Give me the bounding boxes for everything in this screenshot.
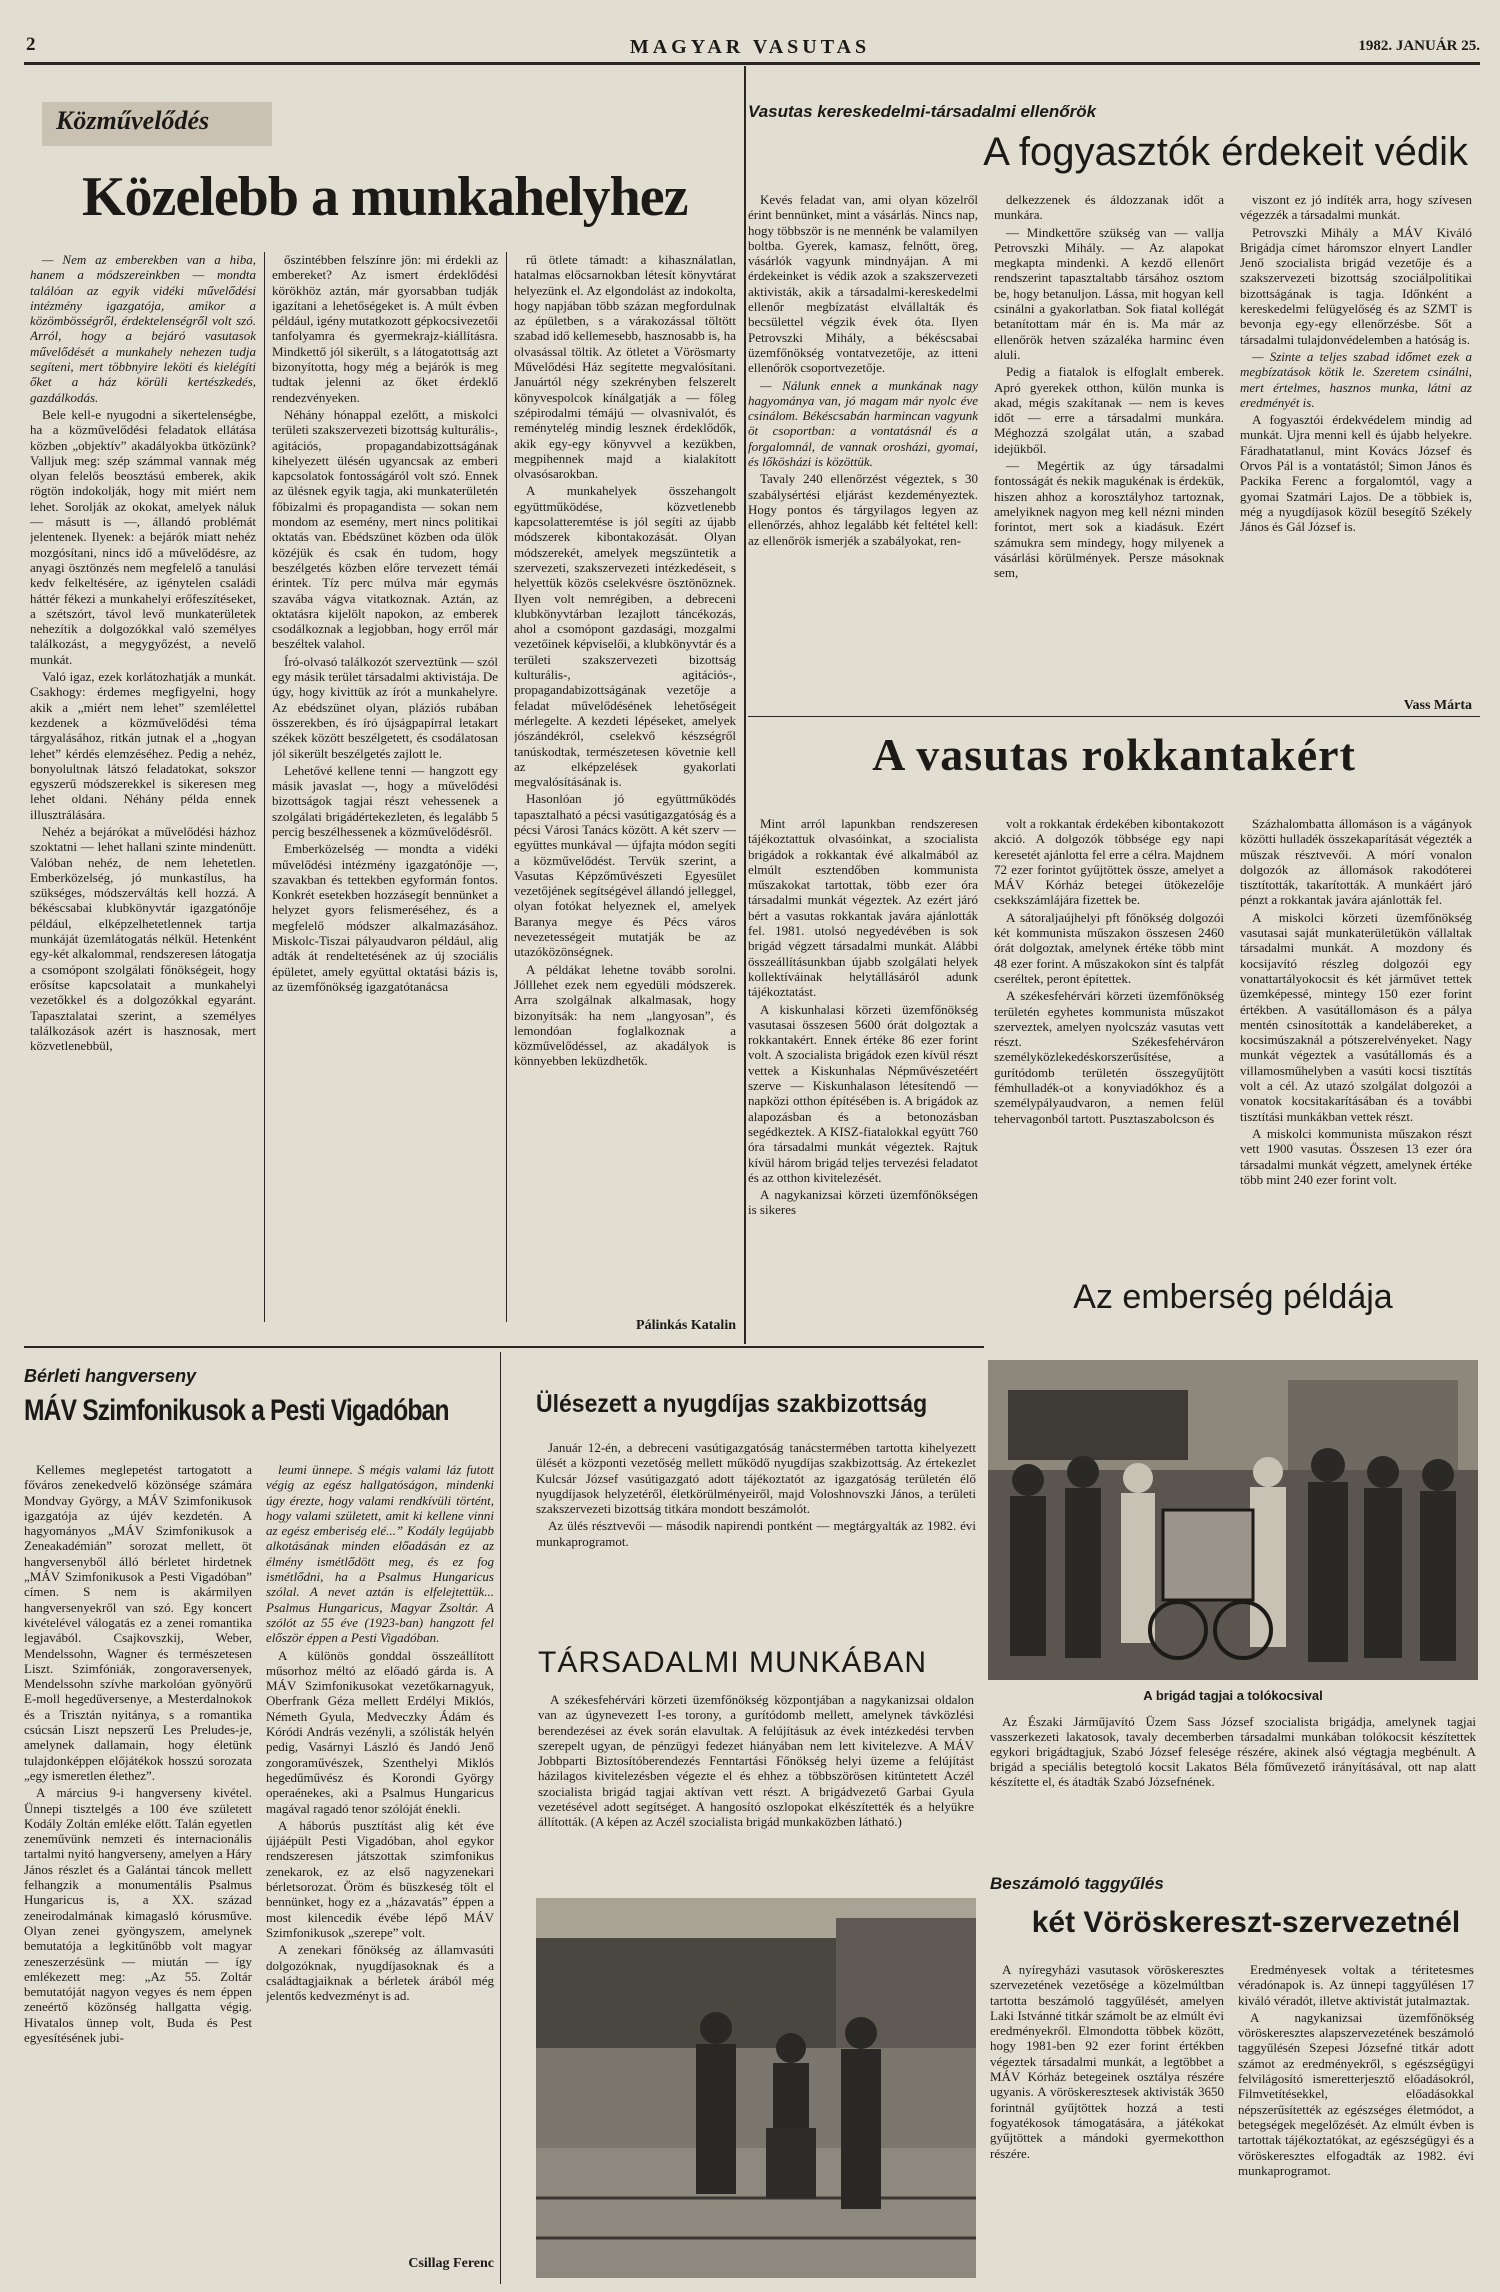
article-body [990,1714,1476,1790]
author-signature: Vass Márta [1403,698,1472,713]
article-column-3 [1240,816,1472,1276]
vertical-divider [500,1352,501,2284]
paragraph: Kevés feladat van, ami olyan közelről érint bennünket, mint a vásárlás. Nincs nap, hogy többször is ne mennénk be valamilyen boltba. Gyerek, kamasz, felnőtt, öreg, vásárlók vagyunk mindnyájan. A mi érdekeinket is védik azok a szakszervezeti aktivisták, akik a társadalmi-kereskedelmi ellenőr megbízatást elvállalták és becsülettel végzik évek óta. Ilyen Petrovszki Mihály, a békéscsabai üzemfőnökség vontatvezetője, az itteni ellenőrök csoportvezetője. [748,192,978,376]
paragraph: Az ülés résztvevői — második napirendi pontként — megtárgyalták az 1982. évi munkaprogramot. [536,1518,976,1549]
article-title: MÁV Szimfonikusok a Pesti Vigadóban [24,1394,449,1427]
article-column-1 [24,1462,252,2284]
author-signature: Pálinkás Katalin [636,1318,736,1333]
article-column-2 [994,192,1224,722]
article-kicker: Bérleti hangverseny [24,1366,197,1386]
paragraph: rű ötlete támadt: a kihasználatlan, hatalmas előcsarnokban létesít könyvtárat helyezünk el. Az elgondolást az indokolta, hogy napjában több százan megfordulnak az épületben, s a várakozással töltött szabad idő kellemesebb, hasznosabb is, ha olvasással töltik. Az ötletet a Vörösmarty Művelődési Ház segítette megvalósítani. Januártól négy szekrényben felszerelt könyvespolcok kínálgatják a — főleg szépirodalmi témájú — olvasnivalót, és reménytelég mindig lesznek érdeklődők, akik egy-egy könyvvel a kezükben, megpihennek majd a kialakított olvasósarokban. [514,252,736,482]
paragraph: Bele kell-e nyugodni a sikertelenségbe, ha a közművelődési feladatok ellátása közben „objektív” akadályokba ütközünk? Valljuk meg: szép számmal vannak még olyan felelős beosztású emberek, akik rögtön indokolják, hogy mit miért nem lehet. Sorolják az okokat, amelyek náluk — másutt is —, állandó problémát jelentenek. Ilyenek: a bejárók miatt nehéz mozgósítani, nincs idő a művelődésre, az anyagi ösztönzés nem megfelelő a tanulási kedv felkeltésére, az igénytelen családi háttér fékezi a munkahelyi erőfeszítéseket, a szétszórt, távol levő munkaterületek nehezítik a dolgozókkal való személyes találkozást, a megygyőzést, a nevelő munkát. [30,406,256,667]
paragraph: A miskolci körzeti üzemfőnökség vasutasai saját munkaterületükön vállaltak társadalmi munkát. A mozdony és kocsijavító részleg dolgozói egy vonattartályokocsit és két járművet tettek üzemképessé, mintegy 150 ezer forint értékben. A vasútállomáson és a pálya mentén csinosították a kandelábereket, a kocsimúszaknál a pótszerelvényeket. Nagy munkát végeztek a vasútállomás és a villamosműhelyben a vasúti kocsi tisztítás volt a cél. Az utazó szolgálat dolgozói a vonatok kocsitakarításában és a további tisztítási munkákban vettek részt. [1240,909,1472,1124]
page-number: 2 [26,34,36,55]
paragraph: delkezzenek és áldozzanak időt a munkára. [994,192,1224,223]
paragraph: Az Északi Járműjavító Üzem Sass József szocialista brigádja, amelynek tagjai vasszerkezeti lakatosok, tavaly decemberben társadalmi munkában tolókocsit készítettek egykori brigádtagjuk, Szabó József felesége részére, akinek alsó végtagja megbénult. A brigád a speciális betegtoló kocsit Lakatos Béla főművezető irányításával, ott nap alatt készítette el, és átadták Szabó Józsefnének. [990,1714,1476,1789]
vertical-divider [744,66,746,1344]
paragraph: A példákat lehetne tovább sorolni. Jólllehet ezek nem egyedüli módszerek. Arra szolgálnak alkalmasak, hogy bizonyítsák: ha nem „langyosan”, és lemondóan foglalkoznak a közművelődéssel, az akadályok is könnyebben leküzdhetők. [514,961,736,1069]
paragraph: Petrovszki Mihály a MÁV Kiváló Brigádja címet háromszor elnyert Landler Jenő szocialista brigád vezetője és a szakszervezeti bizottság szociálpolitikai bizottságának is tagja. Időnként a kereskedelmi felügyelőség és az SZMT is bevonja egy-egy ellenőrzésbe. Sőt a társadalmi tulajdonvédelemben a hatóság is. [1240,224,1472,347]
photo-caption: A brigád tagjai a tolókocsival [1143,1688,1323,1703]
paragraph: A nyíregyházi vasutasok vöröskeresztes szervezetének vezetősége a közelmúltban tartotta beszámoló taggyűlését, amelyen Laki Istvánné titkár számolt be az elmúlt évi eredményekről. Elmondotta többek között, hogy 1981-ben 92 ezer forint értékben végeztek társadalmi munkát, a legtöbbet a MÁV Kórház betegeinek osztálya részére ugyanis. A vöröskeresztesek aktivisták 3650 forintnál gyűjtöttek hozzá a testi fogyatékosok támogatására, a játékokat gyűjtöttek a mándoki gyermekotthon részére. [990,1962,1224,2161]
paragraph: A nagykanizsai körzeti üzemfőnökségen is sikeres [748,1187,978,1218]
article-column-1 [30,252,256,1342]
horizontal-divider [24,1346,984,1348]
paragraph: A kiskunhalasi körzeti üzemfőnökség vasutasai összesen 5600 órát dolgoztak a rokkantakért. Ennek értéke 86 ezer forint volt. A szocialista brigádok ezen kívül részt vettek a Kiskunhalas Népművészetéért szerve — Kiskunhalason létesítendő — napközi otthon építésében is. A brigádok az alapozásban és a betonozásban segédkeztek. A KISZ-fiatalokkal együtt 760 óra társadalmi munkát végeztek. Rajtuk kívül három brigád teljes tervezési feladatot és az otthon kivitelezését. [748,1001,978,1185]
paragraph: őszintébben felszínre jön: mi érdekli az embereket? Az ismert érdeklődési körökhöz aztán, már gyorsabban tudják igazítani a lehetőségeket is. A múlt évben például, igény mutatkozott gépkocsivezetői tanfolyamra és gyermekrajz-kiállításra. Mindkettő jól sikerült, s a látogatottság azt bizonyította, hogy még a bejárók is meg tudtak jelenni az őket érdeklő rendezvényeken. [272,252,498,405]
paragraph: Néhány hónappal ezelőtt, a miskolci területi szakszervezeti bizottság kulturális-, agitációs, propagandabizottságának kihelyezett ülésén ugyancsak az emberi kapcsolatok fontosságáról volt szó. Ennek az ülésnek egyik tagja, aki munkaterületén főbizalmi és propagandista — sokan nem mondom az esemény, mert nincs politikai oktatás van. Ebédszünet közben oda ülök közéjük és csak én tudom, hogy beszélgetés közben előre tervezett témái érintek. Tíz perc múlva már egymás szavába vágva vitatkoznak. Aztán, az oktatásra kijelölt napokon, az emberek csodálkoznak a legjobban, hogy erről már beszéltek valahol. [272,406,498,652]
paragraph: A fogyasztói érdekvédelem mindig ad munkát. Ujra menni kell és újabb helyekre. Fáradhatatlanul, mint Kovács József és Orvos Pál is a vontatástól; Simon János és Packika Ferenc a forgalomtól, vagy a gyomai Szatmári Lajos. De a többiek is, még a nyugdíjasok közül besegítő Székely János és Gál József is. [1240,412,1472,535]
paragraph: Tavaly 240 ellenőrzést végeztek, s 30 szabálysértési eljárást kezdeményeztek. Hogy pontos és tárgyilagos legyen az ellenőrzés, ahhoz legalább két feltétel kell: az ellenőrök ismerjék a szabályokat, ren- [748,471,978,548]
paragraph: A székesfehérvári körzeti üzemfőnökség területén egyhetes kommunista műszakot szerveztek, amelyen nyolcszáz vasutas vett részt. Székesfehérváron személyközlekedéskorszerűsítése, a gurítódomb területén összegyűjtött fémhulladék-ot a konyviadókhoz és a személypályaudvaron, a nemen felül tehervagonból tartott. Pusztaszabolcson és [994,988,1224,1126]
paragraph: — Mindkettőre szükség van — vallja Petrovszki Mihály. — Az alapokat megkapta mindenki. A kezdő ellenőrt rendszerint tapasztaltabb társához osztom be, hogy betanuljon. Lássa, mit hogyan kell csinálni a gyakorlatban. Sok fiatal kollégát betanítottam már én is. Ma már az ellenőrök hetven százaléka harminc éven aluli. [994,224,1224,362]
paragraph: volt a rokkantak érdekében kibontakozott akció. A dolgozók többsége egy napi keresetét ajánlotta fel erre a célra. Majdnem 72 ezer forintot gyűjtöttek össze, amelyet a MÁV Kórház betegei ütökezelője csekkszámlájára fizettek be. [994,816,1224,908]
paragraph: Eredményesek voltak a téritetesmes véradónapok is. Az ünnepi taggyűlésen 17 kiváló véradót, illetve aktivistát jutalmaztak. [1238,1962,1474,2008]
paragraph: Emberközelség — mondta a vidéki művelődési intézmény igazgatónője —, szavakban és tettekben egyformán fontos. Konkrét esetekben hozzásegít bennünket a helyzet gyors felismeréséhez, és a megfelelő módszer alkalmazásához. Miskolc-Tiszai pályaudvaron például, alig adták át rendeltetésének az új szociális épületet, amely együttal oktatási bázis is, az üzemfőnökség igazgatótanácsa [272,841,498,994]
paragraph: — Nálunk ennek a munkának nagy hagyománya van, jó magam már nyolc éve csinálom. Békéscsabán harmincan vagyunk öt csoportban: a vontatásnál és a forgalomnál, de vannak orosházi, gyomai, és lőkösházi is közöttük. [748,377,978,470]
article-column-2 [266,1462,494,2250]
article-szimfonikusok [24,1350,494,2290]
paragraph: viszont ez jó indíték arra, hogy szívesen végezzék a társadalmi munkát. [1240,192,1472,223]
article-title: A fogyasztók érdekeit védik [983,130,1468,174]
article-kozmuvelodes [24,66,740,1346]
paragraph: leumi ünnepe. S mégis valami láz futott végig az egész hallgatóságon, mindenki úgy érezte, hogy valami rendkívüli történt, hogy valami született, amit ki kellene vinni az egész emberiség elé...” Kodály legújabb alkotásának minden előadásán ez az élmény ismétlődött meg, és ez fog ismétlődni, ha a Psalmus Hungaricus szólal. A nevet aztán is elfelejtettük... Psalmus Hungaricus, Magyar Zsoltár. A szólót az 55 éve (1923-ban) hangzott fel először éppen a Pesti Vigadóban. [266,1462,494,1646]
paragraph: A háborús pusztítást alig két éve újjáépült Pesti Vigadóban, ahol egykor rendszeresen játszottak szimfonikus zenekarok, ez az első nagyzenekari bérletsorozat. Öröm és büszkeség tölt el bennünket, hogy ez a „házavatás” éppen a most kilencedik évébe lépő MÁV Szimfonikusok „szerepe” volt. [266,1817,494,1940]
paragraph: Pedig a fiatalok is elfoglalt emberek. Apró gyerekek otthon, külön munka is akad, mégis szakítanak — nem is keves időt — erre a társadalmi munkára. Méghozzá szolgálat után, a szabad idejükből. [994,364,1224,456]
article-title: TÁRSADALMI MUNKÁBAN [538,1646,928,1679]
paragraph: — Megértik az úgy társadalmi fontosságát és nekik magukénak is érdekük, hiszen ahhoz a korosztályhoz tartoznak, amelyiknek nagyon meg kell nézni minden forintot, mert sok a kiadásuk. Ezért számukra sem mindegy, hogy milyenek a vásárlási körülmények. Persze másoknak sem, [994,458,1224,581]
paragraph: A nagykanizsai üzemfőnökség vöröskeresztes alapszervezetének beszámoló taggyűlésén Szepesi Józsefné titkár adott számot az eredményekről, s egészségügyi felvilágosító ismeretterjesztő előadásokról, Filmvetítésekkel, előadásokkal népszerűsítették az egészséges életmódot, a betegségek megelőzését. Az elmúlt évben is tartottak tájékoztatókat, az egészségügyi és a vöröskeresztes elfogadták az 1982. évi munkaprogramot. [1238,2009,1474,2178]
article-title: két Vöröskereszt-szervezetnél [1031,1906,1461,1939]
article-column-2 [994,816,1224,1276]
column-divider [264,252,265,1322]
article-kicker: Beszámoló taggyűlés [990,1874,1164,1893]
article-column-1 [748,192,978,722]
paragraph: Nehéz a bejárókat a művelődési házhoz szoktatni — lehet hallani szinte mindenütt. Valóban nehéz, de nem lehetetlen. Emberközelség, jó munkastílus, ha szükséges, módszerváltás kell hozzá. A békéscsabai klubkönyvtár igazgatónője például, elképzelhetetlennek tartja munkáját üzemlátogatás nélkül. Hetenként egy-két alkalommal, rendszeresen látogatja a csomópont szolgálati főnökségeit, hogy erősítse kapcsolatait a munkahelyi vezetőkkel és a dolgozókkal egyaránt. Tapasztalatai szerint, a személyes találkozások azért is hasznosak, mert közvetlenebbül, [30,823,256,1054]
article-nyugdijas [508,1350,978,1620]
paragraph: Író-olvasó találkozót szerveztünk — szól egy másik terület társadalmi aktivistája. De úgy, hogy kivittük az írót a munkahelyre. Az ebédszünet olyan, pláziós rubában összerekben, és író újságpapírral letakart székek között beszélgetett, és csodálatosan jól sikerült beszélgetés zajlott le. [272,653,498,761]
article-voroskereszt [986,1870,1480,2290]
paragraph: — Nem az emberekben van a hiba, hanem a módszereinkben — mondta találóan az egyik vidéki művelődési intézmény igazgatója, amikor a közömbösségről, érdektelenségről volt szó. Arról, hogy a bejáró vasutasok művelődését a munkahely nehezen tudja segíteni, mert többnyire leköti és kielégíti őket a ház körüli kertészkedés, gazdálkodás. [30,252,256,405]
article-title: Ülésezett a nyugdíjas szakbizottság [536,1390,928,1418]
brigade-photo [988,1360,1478,1680]
article-embersg [986,1270,1480,1790]
author-signature: Csillag Ferenc [408,2256,494,2271]
header-rule [24,62,1480,65]
section-label [42,102,272,146]
paragraph: A székesfehérvári körzeti üzemfőnökség központjában a nagykanizsai oldalon van az úgynevezett I-es torony, a gurítódomb mellett, amelynek távközlési berendezései az évek során elavultak. A felújításuk az évek intézkedési tervben szerepelt ugyan, de pénzügyi fedezet hiányában nem lett kivitelezve. A MÁV Jobbparti Biztosítóberendezés Fenntartási Főnökség helyi üzeme a felújítást házilagos kivitelezésben végezte el és ehhez a többszörösen kitüntetett Aczél szocialista brigád tagjai aktívan vett részt. A brigádvezető Garbai Gyula vezetésével adott segítséget. A hangosító oszlopokat elkészítették és a helyükre állították. (A képen az Aczél szocialista brigád munkaközben látható.) [538,1692,974,1830]
article-tarsadalmi [508,1636,978,2286]
article-title: Közelebb a munkahelyhez [82,166,688,228]
paragraph: A zenekari főnökség az államvasúti dolgozóknak, nyugdíjasoknak és a családtagjaiknak a bérletek árából még jelentős kedvezményt is ad. [266,1942,494,2004]
article-body [536,1440,976,1610]
paragraph: A munkahelyek összehangolt együttműködése, közvetlenebb kapcsolatteremtése is jól segíti az újabb módszerek kibontakozását. Olyan módszerekét, amelyek megszüntetik a szervezeti, szakszervezeti intézkedéseit, s helyettük közös cselekvésre ösztönöznek. Ilyen volt nemrégiben, a debreceni klubkönyvtárban lezajlott táncékozás, ahol a csomópont gazdasági, mozgalmi vezetőinek képviselői, a klubkönyvtár és a területi szakszervezeti bizottság kulturális-, agitációs-, propagandabizottságának vezetője a feladat művelődésének lehetőségeit mérlegelte. A kezdeti lépéseket, amelyek jószándékról, cselekvő készségről tanúskodtak, természetesen követnie kell az elképzelések gyakorlati megvalósításának is. [514,483,736,790]
paragraph: — Szinte a teljes szabad időmet ezek a megbízatások kötik le. Szeretem csinálni, mert értelmes, hasznos munka, látni az eredményét is. [1240,348,1472,410]
article-fogyasztok [748,66,1480,726]
article-title: Az emberség példája [1073,1278,1393,1316]
paragraph: Mint arról lapunkban rendszeresen tájékoztattuk olvasóinkat, a szocialista brigádok a rokkantak évé alkalmából az elmúlt esztendőben kommunista műszakokat tartottak, több ezer óra társadalmi munkát végeztek. Az ezért járó bért a vasutas rokkantak javára ajánlották fel. 1981. utolsó negyedévében is sok brigád végzett társadalmi munkát. Alábbi összeállításunkban újabb szolgálati helyek kollektíváinak helytállásáról adunk tájékoztatást. [748,816,978,1000]
article-column-3 [514,252,736,1312]
article-body [538,1692,974,1888]
article-column-1 [990,1962,1224,2286]
paragraph: Százhalombatta állomáson is a vágányok közötti hulladék összekaparítását végezték a műszak résztvevői. A mórí vonalon dolgozók az állomások rakodóterei tisztították, takarították. A munkáért járó pénzt a rokkantak javára ajánlották fel. [1240,816,1472,908]
paragraph: Január 12-én, a debreceni vasútigazgatóság tanácstermében tartotta kihelyezett ülését a központi vezetőség mellett működő nyugdíjas szakbizottság. Az értekezlet Kulcsár József vasútigazgató adott tájékoztatót az igazgatóság területén élő nyugdíjasok helyzetéről, életkörülményeiről, majd Voloshnovszki János, a területi szakszervezeti bizottság titkára mondott beszámolót. [536,1440,976,1517]
paragraph: A miskolci kommunista műszakon részt vett 1900 vasutas. Összesen 13 ezer óra társadalmi munkát végzett, amelynek értéke több mint 240 ezer forint volt. [1240,1125,1472,1187]
article-column-2 [272,252,498,1342]
section-label-text: Közművelődés [56,106,210,135]
paragraph: A sátoraljaújhelyi pft főnökség dolgozói két kommunista műszakon összesen 2460 órát dolgoztak, amelynek értéke több mint 48 ezer forint. A műszakokon sínt és talpfát cseréltek, peront építettek. [994,909,1224,986]
paragraph: A különös gonddal összeállított műsorhoz méltó az előadó gárda is. A MÁV Szimfonikusokat vezetőkarnagyuk, Oberfrank Géza mellett Erdélyi Miklós, Németh Gyula, Medveczky Ádám és Kóródi András vezényli, a szólisták helyén pedig, Vasárnyi László és Jandó Jenő zongoraművészek, Szenthelyi Miklós hegedűművész és Korondi György operaénekes, aki a Psalmus Hungaricus magával ragadó tenor szólóját énekli. [266,1647,494,1816]
article-title: A vasutas rokkantakért [872,729,1356,780]
article-rokkantakert [748,720,1480,1344]
paragraph: Való igaz, ezek korlátozhatják a munkát. Csakhogy: érdemes megfigyelni, hogy akik a „miért nem lehet” szemlélettel kezdenek a közművelődési téma tárgyalásához, ritkán jutnak el a „hogyan lehet” kérdés elemzéséhez. Pedig a nehéz, bonyolultnak látszó feladatokat, sokszor egyszerű módszerekkel is sikeresen meg lehet oldani. Néhány példa ennek illusztrálására. [30,669,256,822]
article-column-3 [1240,192,1472,692]
column-divider [506,252,507,1322]
article-kicker: Vasutas kereskedelmi-társadalmi ellenőrök [748,102,1097,121]
horizontal-divider [748,716,1480,717]
masthead: MAGYAR VASUTAS [629,36,871,58]
issue-date: 1982. JANUÁR 25. [1358,38,1480,54]
paragraph: Hasonlóan jó együttműködés tapasztalható a pécsi vasútigazgatóság és a pécsi Városi Tanács között. A két szerv — együttes munkával — újfajta módon segíti a közművelődést. Tervük szerint, a Vasutas Képzőművészeti Egyesület vezetőjének segítségével állandó jelleggel, olyan fotókat helyeznek el, amelyek Baranya megye és Pécs város nevezetességeit mutatják be az utazóközönségnek. [514,791,736,960]
paragraph: Lehetővé kellene tenni — hangzott egy másik javaslat —, hogy a művelődési bizottságok tagjai részt vehessenek a szolgálati brigádértekezleten, és legalább 5 percig beszélhessenek a közművelődésről. [272,762,498,839]
article-column-2 [1238,1962,1474,2286]
paragraph: A március 9-i hangverseny kivétel. Ünnepi tisztelgés a 100 éve született Kodály Zoltán emléke előtt. Talán egyetlen zeneművünk nemzeti és internacionális tartalmi nyitó hangverseny, amelyen a Háry János részlet és a Galántai táncok mellett felhangzik a monumentális Psalmus Hungaricus is, a XX. század zeneirodalmának kimagasló kórusműve. Olyan zenei gyöngyszem, amelynek bemutatója a legkitűnőbb volt magyar zeneszerzésünk — miután — így emlékezett meg: „Az 55. Zoltár bemutatóját nagyon vegyes és nem éppen zeneértő közönség hallgatta végig. Hivatalos ünnep volt, Buda és Pest egyesítésének jubi- [24,1785,252,2045]
article-column-1 [748,816,978,1344]
workers-photo [536,1898,976,2278]
paragraph: Kellemes meglepetést tartogatott a főváros zenekedvelő közönsége számára Mondvay György, a MÁV Szimfonikusok igazgatója az újév kezdetén. A hagyományos „MÁV Szimfonikusok a Zeneakadémián” sorozat mellett, öt hangversenyből álló bérletet hirdetnek „MÁV Szimfonikusok a Pesti Vigadóban” címen. S nem is akármilyen hangversenyekről van szó. Egy koncert kivételével válogatás ez a zenei romantika legjavából. Csajkovszkij, Weber, Mendelssohn, Wagner és természetesen Liszt. Szimfóniák, zongoraversenyek, Mendelssohn szívhe markolóan gyönyörű E-moll hegedűversenye, a Mesterdalnokok és a Trisztán nyitánya, s a romantika csúcsán Liszt nepszerű Les Preludes-je, amelynek dallamain, hogy életünk tulajdonképpen előjátékok hosszú sorozata „egy ismeretlen élethez”. [24,1462,252,1783]
